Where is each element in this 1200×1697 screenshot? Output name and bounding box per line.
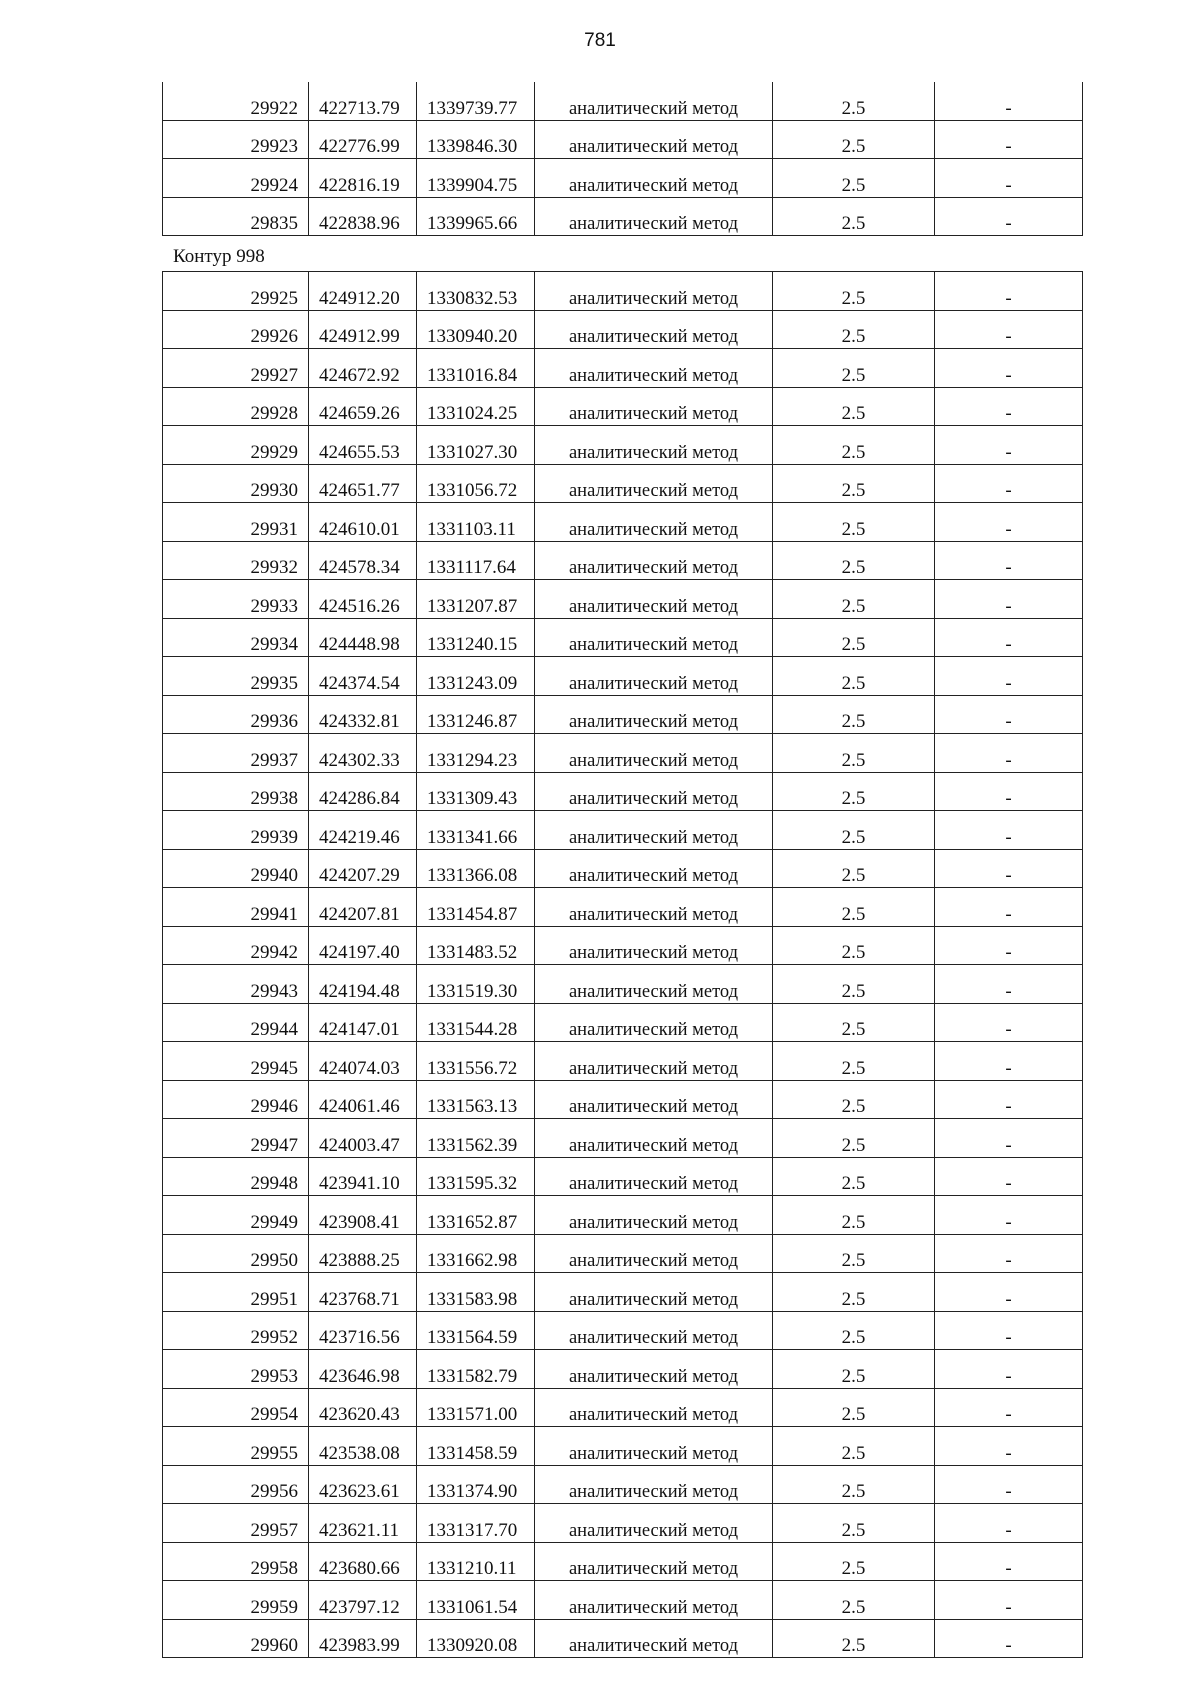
description-cell: - [935, 426, 1083, 465]
coordinates-table-contour-body [163, 272, 1083, 1658]
point-number-cell: 29958 [163, 1542, 309, 1581]
y-coordinate-cell: 1331317.70 [417, 1504, 535, 1543]
method-cell: аналитический метод [535, 849, 773, 888]
x-coordinate-cell: 424302.33 [309, 734, 417, 773]
x-coordinate-cell: 424219.46 [309, 811, 417, 850]
x-coordinate-cell: 424061.46 [309, 1080, 417, 1119]
table-row [163, 426, 1083, 465]
table-row [163, 159, 1083, 198]
x-coordinate-cell: 424448.98 [309, 618, 417, 657]
x-coordinate-cell: 424516.26 [309, 580, 417, 619]
point-number-cell: 29922 [163, 82, 309, 120]
method-cell: аналитический метод [535, 272, 773, 311]
table-row [163, 1003, 1083, 1042]
table-row [163, 849, 1083, 888]
method-cell: аналитический метод [535, 772, 773, 811]
description-cell: - [935, 1080, 1083, 1119]
y-coordinate-cell: 1339904.75 [417, 159, 535, 198]
method-cell: аналитический метод [535, 1427, 773, 1466]
point-number-cell: 29940 [163, 849, 309, 888]
description-cell: - [935, 541, 1083, 580]
method-cell: аналитический метод [535, 1157, 773, 1196]
y-coordinate-cell: 1331309.43 [417, 772, 535, 811]
accuracy-cell: 2.5 [773, 1350, 935, 1389]
point-number-cell: 29946 [163, 1080, 309, 1119]
table-row [163, 1465, 1083, 1504]
y-coordinate-cell: 1330940.20 [417, 310, 535, 349]
method-cell: аналитический метод [535, 82, 773, 120]
description-cell: - [935, 503, 1083, 542]
description-cell: - [935, 1234, 1083, 1273]
point-number-cell: 29935 [163, 657, 309, 696]
description-cell: - [935, 926, 1083, 965]
table-row [163, 541, 1083, 580]
point-number-cell: 29945 [163, 1042, 309, 1081]
point-number-cell: 29955 [163, 1427, 309, 1466]
description-cell: - [935, 580, 1083, 619]
accuracy-cell: 2.5 [773, 197, 935, 236]
y-coordinate-cell: 1331454.87 [417, 888, 535, 927]
method-cell: аналитический метод [535, 1542, 773, 1581]
table-row [163, 464, 1083, 503]
method-cell: аналитический метод [535, 120, 773, 159]
method-cell: аналитический метод [535, 426, 773, 465]
method-cell: аналитический метод [535, 1119, 773, 1158]
method-cell: аналитический метод [535, 1465, 773, 1504]
description-cell: - [935, 272, 1083, 311]
table-row [163, 82, 1083, 120]
x-coordinate-cell: 424194.48 [309, 965, 417, 1004]
accuracy-cell: 2.5 [773, 1581, 935, 1620]
point-number-cell: 29949 [163, 1196, 309, 1235]
x-coordinate-cell: 424651.77 [309, 464, 417, 503]
description-cell: - [935, 965, 1083, 1004]
description-cell: - [935, 82, 1083, 120]
x-coordinate-cell: 423768.71 [309, 1273, 417, 1312]
accuracy-cell: 2.5 [773, 272, 935, 311]
point-number-cell: 29932 [163, 541, 309, 580]
x-coordinate-cell: 422816.19 [309, 159, 417, 198]
x-coordinate-cell: 424374.54 [309, 657, 417, 696]
method-cell: аналитический метод [535, 1581, 773, 1620]
description-cell: - [935, 464, 1083, 503]
method-cell: аналитический метод [535, 811, 773, 850]
accuracy-cell: 2.5 [773, 1080, 935, 1119]
y-coordinate-cell: 1331595.32 [417, 1157, 535, 1196]
y-coordinate-cell: 1331210.11 [417, 1542, 535, 1581]
table-row [163, 657, 1083, 696]
point-number-cell: 29957 [163, 1504, 309, 1543]
point-number-cell: 29954 [163, 1388, 309, 1427]
method-cell: аналитический метод [535, 541, 773, 580]
point-number-cell: 29939 [163, 811, 309, 850]
y-coordinate-cell: 1331544.28 [417, 1003, 535, 1042]
y-coordinate-cell: 1331582.79 [417, 1350, 535, 1389]
description-cell: - [935, 1504, 1083, 1543]
table-row [163, 1581, 1083, 1620]
description-cell: - [935, 811, 1083, 850]
y-coordinate-cell: 1331016.84 [417, 349, 535, 388]
point-number-cell: 29956 [163, 1465, 309, 1504]
description-cell: - [935, 695, 1083, 734]
point-number-cell: 29953 [163, 1350, 309, 1389]
accuracy-cell: 2.5 [773, 1504, 935, 1543]
x-coordinate-cell: 424912.20 [309, 272, 417, 311]
x-coordinate-cell: 424332.81 [309, 695, 417, 734]
accuracy-cell: 2.5 [773, 120, 935, 159]
y-coordinate-cell: 1331117.64 [417, 541, 535, 580]
table-row [163, 1388, 1083, 1427]
x-coordinate-cell: 424610.01 [309, 503, 417, 542]
method-cell: аналитический метод [535, 1042, 773, 1081]
point-number-cell: 29926 [163, 310, 309, 349]
point-number-cell: 29960 [163, 1619, 309, 1658]
table-row [163, 1427, 1083, 1466]
table-row [163, 580, 1083, 619]
y-coordinate-cell: 1331519.30 [417, 965, 535, 1004]
method-cell: аналитический метод [535, 926, 773, 965]
description-cell: - [935, 310, 1083, 349]
method-cell: аналитический метод [535, 1273, 773, 1312]
method-cell: аналитический метод [535, 1003, 773, 1042]
table-row [163, 1196, 1083, 1235]
description-cell: - [935, 1542, 1083, 1581]
accuracy-cell: 2.5 [773, 1042, 935, 1081]
point-number-cell: 29937 [163, 734, 309, 773]
table-row [163, 120, 1083, 159]
x-coordinate-cell: 423941.10 [309, 1157, 417, 1196]
description-cell: - [935, 1619, 1083, 1658]
accuracy-cell: 2.5 [773, 541, 935, 580]
table-row [163, 197, 1083, 236]
point-number-cell: 29930 [163, 464, 309, 503]
point-number-cell: 29941 [163, 888, 309, 927]
x-coordinate-cell: 424147.01 [309, 1003, 417, 1042]
table-row [163, 1350, 1083, 1389]
point-number-cell: 29835 [163, 197, 309, 236]
y-coordinate-cell: 1339846.30 [417, 120, 535, 159]
table-row [163, 1311, 1083, 1350]
table-row [163, 1042, 1083, 1081]
x-coordinate-cell: 424578.34 [309, 541, 417, 580]
x-coordinate-cell: 423983.99 [309, 1619, 417, 1658]
x-coordinate-cell: 424074.03 [309, 1042, 417, 1081]
point-number-cell: 29944 [163, 1003, 309, 1042]
accuracy-cell: 2.5 [773, 1619, 935, 1658]
accuracy-cell: 2.5 [773, 772, 935, 811]
method-cell: аналитический метод [535, 1350, 773, 1389]
table-row [163, 272, 1083, 311]
method-cell: аналитический метод [535, 464, 773, 503]
point-number-cell: 29951 [163, 1273, 309, 1312]
y-coordinate-cell: 1331341.66 [417, 811, 535, 850]
method-cell: аналитический метод [535, 159, 773, 198]
x-coordinate-cell: 422713.79 [309, 82, 417, 120]
method-cell: аналитический метод [535, 1234, 773, 1273]
point-number-cell: 29959 [163, 1581, 309, 1620]
table-row [163, 387, 1083, 426]
method-cell: аналитический метод [535, 310, 773, 349]
point-number-cell: 29925 [163, 272, 309, 311]
point-number-cell: 29928 [163, 387, 309, 426]
x-coordinate-cell: 423646.98 [309, 1350, 417, 1389]
y-coordinate-cell: 1339739.77 [417, 82, 535, 120]
table-row [163, 1542, 1083, 1581]
point-number-cell: 29952 [163, 1311, 309, 1350]
x-coordinate-cell: 424207.81 [309, 888, 417, 927]
description-cell: - [935, 1350, 1083, 1389]
accuracy-cell: 2.5 [773, 965, 935, 1004]
point-number-cell: 29938 [163, 772, 309, 811]
y-coordinate-cell: 1331374.90 [417, 1465, 535, 1504]
y-coordinate-cell: 1331024.25 [417, 387, 535, 426]
x-coordinate-cell: 424197.40 [309, 926, 417, 965]
point-number-cell: 29950 [163, 1234, 309, 1273]
method-cell: аналитический метод [535, 387, 773, 426]
point-number-cell: 29947 [163, 1119, 309, 1158]
accuracy-cell: 2.5 [773, 849, 935, 888]
x-coordinate-cell: 424003.47 [309, 1119, 417, 1158]
x-coordinate-cell: 422776.99 [309, 120, 417, 159]
method-cell: аналитический метод [535, 1311, 773, 1350]
y-coordinate-cell: 1331583.98 [417, 1273, 535, 1312]
y-coordinate-cell: 1331662.98 [417, 1234, 535, 1273]
table-row [163, 310, 1083, 349]
table-row [163, 1080, 1083, 1119]
x-coordinate-cell: 423620.43 [309, 1388, 417, 1427]
x-coordinate-cell: 424912.99 [309, 310, 417, 349]
table-row [163, 965, 1083, 1004]
accuracy-cell: 2.5 [773, 734, 935, 773]
description-cell: - [935, 1581, 1083, 1620]
description-cell: - [935, 120, 1083, 159]
description-cell: - [935, 1273, 1083, 1312]
description-cell: - [935, 349, 1083, 388]
method-cell: аналитический метод [535, 503, 773, 542]
x-coordinate-cell: 424207.29 [309, 849, 417, 888]
x-coordinate-cell: 423621.11 [309, 1504, 417, 1543]
accuracy-cell: 2.5 [773, 159, 935, 198]
accuracy-cell: 2.5 [773, 503, 935, 542]
method-cell: аналитический метод [535, 1504, 773, 1543]
y-coordinate-cell: 1331240.15 [417, 618, 535, 657]
description-cell: - [935, 1042, 1083, 1081]
y-coordinate-cell: 1331483.52 [417, 926, 535, 965]
method-cell: аналитический метод [535, 1388, 773, 1427]
accuracy-cell: 2.5 [773, 811, 935, 850]
method-cell: аналитический метод [535, 965, 773, 1004]
accuracy-cell: 2.5 [773, 310, 935, 349]
y-coordinate-cell: 1331458.59 [417, 1427, 535, 1466]
accuracy-cell: 2.5 [773, 657, 935, 696]
accuracy-cell: 2.5 [773, 580, 935, 619]
table-row [163, 1504, 1083, 1543]
description-cell: - [935, 1196, 1083, 1235]
accuracy-cell: 2.5 [773, 1311, 935, 1350]
description-cell: - [935, 1003, 1083, 1042]
table-row [163, 1234, 1083, 1273]
table-row [163, 695, 1083, 734]
coordinates-table-contour [162, 271, 1083, 1658]
description-cell: - [935, 387, 1083, 426]
contour-label: Контур 998 [173, 246, 265, 267]
y-coordinate-cell: 1331056.72 [417, 464, 535, 503]
table-row [163, 811, 1083, 850]
x-coordinate-cell: 423797.12 [309, 1581, 417, 1620]
point-number-cell: 29934 [163, 618, 309, 657]
y-coordinate-cell: 1331563.13 [417, 1080, 535, 1119]
x-coordinate-cell: 424672.92 [309, 349, 417, 388]
x-coordinate-cell: 423908.41 [309, 1196, 417, 1235]
y-coordinate-cell: 1331564.59 [417, 1311, 535, 1350]
point-number-cell: 29943 [163, 965, 309, 1004]
description-cell: - [935, 734, 1083, 773]
y-coordinate-cell: 1331652.87 [417, 1196, 535, 1235]
method-cell: аналитический метод [535, 695, 773, 734]
point-number-cell: 29948 [163, 1157, 309, 1196]
table-row [163, 503, 1083, 542]
description-cell: - [935, 159, 1083, 198]
description-cell: - [935, 888, 1083, 927]
table-row [163, 772, 1083, 811]
table-row [163, 1119, 1083, 1158]
x-coordinate-cell: 423680.66 [309, 1542, 417, 1581]
point-number-cell: 29933 [163, 580, 309, 619]
y-coordinate-cell: 1331571.00 [417, 1388, 535, 1427]
method-cell: аналитический метод [535, 657, 773, 696]
accuracy-cell: 2.5 [773, 618, 935, 657]
description-cell: - [935, 1427, 1083, 1466]
x-coordinate-cell: 423716.56 [309, 1311, 417, 1350]
description-cell: - [935, 618, 1083, 657]
table-row [163, 734, 1083, 773]
description-cell: - [935, 1465, 1083, 1504]
description-cell: - [935, 1311, 1083, 1350]
accuracy-cell: 2.5 [773, 1273, 935, 1312]
accuracy-cell: 2.5 [773, 82, 935, 120]
accuracy-cell: 2.5 [773, 387, 935, 426]
point-number-cell: 29923 [163, 120, 309, 159]
x-coordinate-cell: 424659.26 [309, 387, 417, 426]
accuracy-cell: 2.5 [773, 926, 935, 965]
accuracy-cell: 2.5 [773, 1157, 935, 1196]
accuracy-cell: 2.5 [773, 1196, 935, 1235]
table-row [163, 1157, 1083, 1196]
y-coordinate-cell: 1330920.08 [417, 1619, 535, 1658]
accuracy-cell: 2.5 [773, 1388, 935, 1427]
table-row [163, 926, 1083, 965]
x-coordinate-cell: 424286.84 [309, 772, 417, 811]
y-coordinate-cell: 1331061.54 [417, 1581, 535, 1620]
point-number-cell: 29929 [163, 426, 309, 465]
accuracy-cell: 2.5 [773, 1542, 935, 1581]
point-number-cell: 29924 [163, 159, 309, 198]
accuracy-cell: 2.5 [773, 888, 935, 927]
y-coordinate-cell: 1331246.87 [417, 695, 535, 734]
method-cell: аналитический метод [535, 1080, 773, 1119]
x-coordinate-cell: 423888.25 [309, 1234, 417, 1273]
method-cell: аналитический метод [535, 888, 773, 927]
point-number-cell: 29942 [163, 926, 309, 965]
accuracy-cell: 2.5 [773, 695, 935, 734]
point-number-cell: 29936 [163, 695, 309, 734]
method-cell: аналитический метод [535, 1619, 773, 1658]
y-coordinate-cell: 1330832.53 [417, 272, 535, 311]
x-coordinate-cell: 424655.53 [309, 426, 417, 465]
x-coordinate-cell: 423623.61 [309, 1465, 417, 1504]
y-coordinate-cell: 1331366.08 [417, 849, 535, 888]
y-coordinate-cell: 1331562.39 [417, 1119, 535, 1158]
accuracy-cell: 2.5 [773, 464, 935, 503]
method-cell: аналитический метод [535, 580, 773, 619]
description-cell: - [935, 197, 1083, 236]
description-cell: - [935, 849, 1083, 888]
method-cell: аналитический метод [535, 349, 773, 388]
description-cell: - [935, 772, 1083, 811]
description-cell: - [935, 1119, 1083, 1158]
page-number: 781 [584, 30, 616, 51]
accuracy-cell: 2.5 [773, 1003, 935, 1042]
table-row [163, 349, 1083, 388]
y-coordinate-cell: 1331243.09 [417, 657, 535, 696]
y-coordinate-cell: 1339965.66 [417, 197, 535, 236]
description-cell: - [935, 1388, 1083, 1427]
table-row [163, 888, 1083, 927]
accuracy-cell: 2.5 [773, 349, 935, 388]
accuracy-cell: 2.5 [773, 426, 935, 465]
x-coordinate-cell: 422838.96 [309, 197, 417, 236]
point-number-cell: 29931 [163, 503, 309, 542]
y-coordinate-cell: 1331207.87 [417, 580, 535, 619]
x-coordinate-cell: 423538.08 [309, 1427, 417, 1466]
method-cell: аналитический метод [535, 734, 773, 773]
description-cell: - [935, 657, 1083, 696]
y-coordinate-cell: 1331556.72 [417, 1042, 535, 1081]
method-cell: аналитический метод [535, 197, 773, 236]
accuracy-cell: 2.5 [773, 1427, 935, 1466]
point-number-cell: 29927 [163, 349, 309, 388]
method-cell: аналитический метод [535, 1196, 773, 1235]
table-row [163, 1273, 1083, 1312]
y-coordinate-cell: 1331027.30 [417, 426, 535, 465]
coordinates-table-top-body [163, 82, 1083, 236]
method-cell: аналитический метод [535, 618, 773, 657]
accuracy-cell: 2.5 [773, 1234, 935, 1273]
table-row [163, 618, 1083, 657]
y-coordinate-cell: 1331294.23 [417, 734, 535, 773]
accuracy-cell: 2.5 [773, 1119, 935, 1158]
table-row [163, 1619, 1083, 1658]
accuracy-cell: 2.5 [773, 1465, 935, 1504]
y-coordinate-cell: 1331103.11 [417, 503, 535, 542]
coordinates-table-top [162, 82, 1083, 236]
description-cell: - [935, 1157, 1083, 1196]
